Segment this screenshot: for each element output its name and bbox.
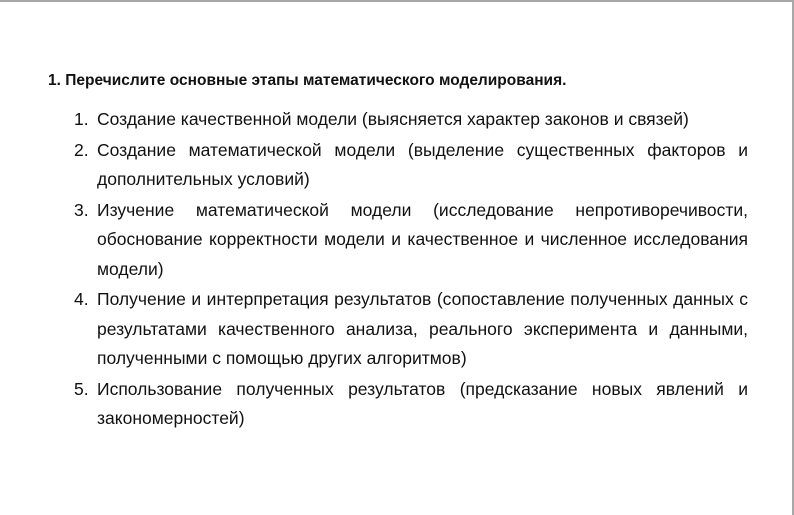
list-item-number: 1. xyxy=(74,109,89,129)
list-item xyxy=(48,196,748,285)
list-item xyxy=(48,285,748,374)
list-item xyxy=(48,105,748,135)
page-border-top xyxy=(0,0,794,2)
list-item-number: 5. xyxy=(74,378,89,399)
steps-list xyxy=(48,105,748,434)
list-item-text: Использование полученных результатов (предсказание новых явлений и закономерностей) xyxy=(97,378,748,428)
list-item-number: 4. xyxy=(74,289,89,309)
list-item-text: Получение и интерпретация результатов (сопоставление полученных данных с результатами качественного анализа, реального эксперимента и данными, полученными с помощью других алгоритмов) xyxy=(97,289,748,368)
list-item xyxy=(48,136,748,195)
list-item-text: Изучение математической модели (исследование непротиворечивости, обоснование корректности модели и качественное и численное исследования модели) xyxy=(97,199,748,279)
list-item-number: 3. xyxy=(74,199,89,220)
question-heading: 1. Перечислите основные этапы математического моделирования. xyxy=(48,72,567,89)
list-item-number: 2. xyxy=(74,139,89,160)
list-item xyxy=(48,375,748,434)
list-item-text: Создание качественной модели (выясняется характер законов и связей) xyxy=(97,109,689,129)
document-body xyxy=(48,70,748,435)
list-item-text: Создание математической модели (выделение существенных факторов и дополнительных условий) xyxy=(97,139,748,189)
